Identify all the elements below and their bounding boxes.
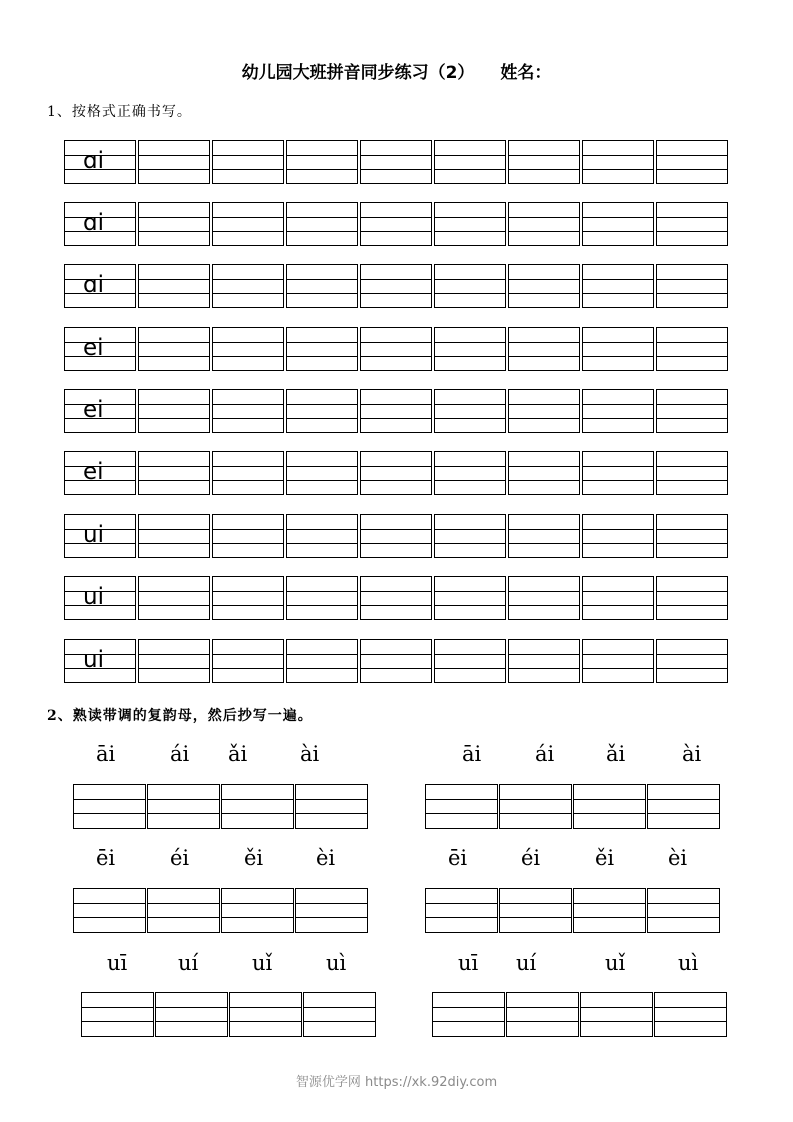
model-cell [64, 514, 136, 558]
writing-cell[interactable] [360, 389, 432, 433]
writing-row [64, 451, 730, 495]
writing-cell[interactable] [434, 514, 506, 558]
copy-grid [73, 888, 369, 933]
model-syllable: ɑi [83, 148, 104, 174]
writing-cell[interactable] [212, 514, 284, 558]
page-title [0, 58, 793, 83]
writing-cell[interactable] [286, 639, 358, 683]
writing-cell[interactable] [434, 140, 506, 184]
model-syllable: ei [83, 397, 104, 423]
copy-cell[interactable] [499, 784, 572, 829]
copy-cell[interactable] [580, 992, 653, 1037]
name-label: 姓名： [500, 63, 552, 83]
writing-cell[interactable] [434, 389, 506, 433]
writing-cell[interactable] [212, 327, 284, 371]
tone-syllable: āi [96, 742, 116, 766]
writing-cell[interactable] [360, 576, 432, 620]
copy-cell[interactable] [573, 888, 646, 933]
writing-cell[interactable] [656, 264, 728, 308]
writing-cell[interactable] [656, 202, 728, 246]
writing-cell[interactable] [508, 140, 580, 184]
writing-cell[interactable] [360, 140, 432, 184]
tone-syllable: éi [521, 846, 541, 870]
worksheet-title: 幼儿园大班拼音同步练习（2） [241, 63, 475, 83]
writing-cell[interactable] [434, 327, 506, 371]
writing-cell[interactable] [212, 389, 284, 433]
tone-syllable: ēi [96, 846, 116, 870]
writing-row [64, 202, 730, 246]
tone-syllable: ái [170, 742, 190, 766]
writing-cell[interactable] [360, 639, 432, 683]
writing-cell[interactable] [212, 202, 284, 246]
writing-row [64, 140, 730, 184]
section-2-heading: 2、熟读带调的复韵母，然后抄写一遍。 [47, 708, 313, 724]
writing-row [64, 514, 730, 558]
copy-cell[interactable] [499, 888, 572, 933]
copy-cell[interactable] [155, 992, 228, 1037]
copy-grid [81, 992, 377, 1037]
writing-cell[interactable] [508, 639, 580, 683]
model-syllable: ui [83, 647, 104, 673]
writing-cell[interactable] [286, 451, 358, 495]
writing-cell[interactable] [286, 202, 358, 246]
section-1-heading: 1、按格式正确书写。 [47, 104, 192, 120]
writing-cell[interactable] [360, 202, 432, 246]
copy-cell[interactable] [229, 992, 302, 1037]
tone-syllable: uǐ [605, 951, 626, 975]
writing-cell[interactable] [508, 327, 580, 371]
writing-cell[interactable] [138, 639, 210, 683]
tone-syllable: ǎi [228, 742, 248, 766]
copy-cell[interactable] [647, 784, 720, 829]
tone-syllable: uǐ [252, 951, 273, 975]
writing-cell[interactable] [656, 451, 728, 495]
writing-cell[interactable] [138, 327, 210, 371]
tone-syllable: ěi [244, 846, 264, 870]
copy-cell[interactable] [647, 888, 720, 933]
copy-cell[interactable] [506, 992, 579, 1037]
writing-cell[interactable] [138, 514, 210, 558]
model-cell [64, 264, 136, 308]
writing-row [64, 389, 730, 433]
writing-cell[interactable] [508, 264, 580, 308]
tone-syllable: èi [668, 846, 688, 870]
copy-cell[interactable] [81, 992, 154, 1037]
writing-row [64, 639, 730, 683]
tone-syllable: uí [516, 951, 537, 975]
writing-cell[interactable] [434, 202, 506, 246]
tone-syllable: éi [170, 846, 190, 870]
copy-cell[interactable] [147, 784, 220, 829]
writing-row [64, 264, 730, 308]
writing-cell[interactable] [212, 451, 284, 495]
copy-cell[interactable] [573, 784, 646, 829]
model-cell [64, 140, 136, 184]
copy-cell[interactable] [295, 784, 368, 829]
copy-cell[interactable] [303, 992, 376, 1037]
writing-cell[interactable] [434, 264, 506, 308]
writing-cell[interactable] [582, 576, 654, 620]
tone-syllable: uī [107, 951, 128, 975]
copy-cell[interactable] [425, 784, 498, 829]
copy-cell[interactable] [654, 992, 727, 1037]
writing-cell[interactable] [138, 140, 210, 184]
model-syllable: ɑi [83, 272, 104, 298]
copy-cell[interactable] [73, 784, 146, 829]
writing-cell[interactable] [508, 576, 580, 620]
copy-grid [425, 784, 721, 829]
writing-cell[interactable] [582, 202, 654, 246]
tone-syllable: ǎi [606, 742, 626, 766]
tone-syllable: uì [678, 951, 699, 975]
copy-cell[interactable] [147, 888, 220, 933]
writing-cell[interactable] [360, 514, 432, 558]
writing-cell[interactable] [212, 140, 284, 184]
model-syllable: ei [83, 459, 104, 485]
writing-cell[interactable] [656, 140, 728, 184]
tone-syllable: èi [316, 846, 336, 870]
writing-cell[interactable] [360, 327, 432, 371]
writing-row [64, 576, 730, 620]
tone-syllable: ái [535, 742, 555, 766]
copy-cell[interactable] [221, 784, 294, 829]
writing-cell[interactable] [286, 389, 358, 433]
writing-cell[interactable] [582, 264, 654, 308]
writing-cell[interactable] [212, 264, 284, 308]
writing-cell[interactable] [212, 639, 284, 683]
model-cell [64, 576, 136, 620]
writing-cell[interactable] [656, 576, 728, 620]
writing-cell[interactable] [508, 389, 580, 433]
writing-cell[interactable] [656, 639, 728, 683]
writing-cell[interactable] [508, 202, 580, 246]
tone-syllable: ài [682, 742, 702, 766]
writing-cell[interactable] [434, 639, 506, 683]
writing-cell[interactable] [286, 140, 358, 184]
copy-grid [432, 992, 728, 1037]
writing-cell[interactable] [582, 639, 654, 683]
writing-cell[interactable] [656, 389, 728, 433]
writing-cell[interactable] [138, 389, 210, 433]
writing-cell[interactable] [508, 514, 580, 558]
writing-cell[interactable] [360, 451, 432, 495]
copy-grid [425, 888, 721, 933]
copy-cell[interactable] [432, 992, 505, 1037]
model-cell [64, 327, 136, 371]
writing-cell[interactable] [434, 576, 506, 620]
writing-cell[interactable] [138, 202, 210, 246]
writing-cell[interactable] [286, 514, 358, 558]
copy-cell[interactable] [73, 888, 146, 933]
model-cell [64, 389, 136, 433]
writing-cell[interactable] [582, 451, 654, 495]
writing-cell[interactable] [360, 264, 432, 308]
writing-cell[interactable] [138, 576, 210, 620]
tone-syllable: uì [326, 951, 347, 975]
writing-cell[interactable] [212, 576, 284, 620]
writing-cell[interactable] [286, 327, 358, 371]
model-syllable: ɑi [83, 210, 104, 236]
model-syllable: ui [83, 584, 104, 610]
writing-cell[interactable] [434, 451, 506, 495]
tone-syllable: ēi [448, 846, 468, 870]
model-cell [64, 202, 136, 246]
writing-cell[interactable] [286, 576, 358, 620]
tone-syllable: ài [300, 742, 320, 766]
model-syllable: ui [83, 522, 104, 548]
writing-cell[interactable] [138, 451, 210, 495]
writing-cell[interactable] [656, 514, 728, 558]
writing-cell[interactable] [508, 451, 580, 495]
writing-cell[interactable] [286, 264, 358, 308]
writing-row [64, 327, 730, 371]
writing-cell[interactable] [582, 140, 654, 184]
writing-cell[interactable] [582, 327, 654, 371]
writing-cell[interactable] [138, 264, 210, 308]
model-syllable: ei [83, 335, 104, 361]
writing-cell[interactable] [582, 389, 654, 433]
copy-cell[interactable] [425, 888, 498, 933]
writing-cell[interactable] [582, 514, 654, 558]
tone-syllable: uī [458, 951, 479, 975]
copy-cell[interactable] [221, 888, 294, 933]
tone-syllable: uí [178, 951, 199, 975]
copy-grid [73, 784, 369, 829]
tone-syllable: ěi [595, 846, 615, 870]
copy-cell[interactable] [295, 888, 368, 933]
model-cell [64, 451, 136, 495]
model-cell [64, 639, 136, 683]
footer-watermark: 智源优学网 https://xk.92diy.com [295, 1075, 498, 1090]
writing-cell[interactable] [656, 327, 728, 371]
tone-syllable: āi [462, 742, 482, 766]
